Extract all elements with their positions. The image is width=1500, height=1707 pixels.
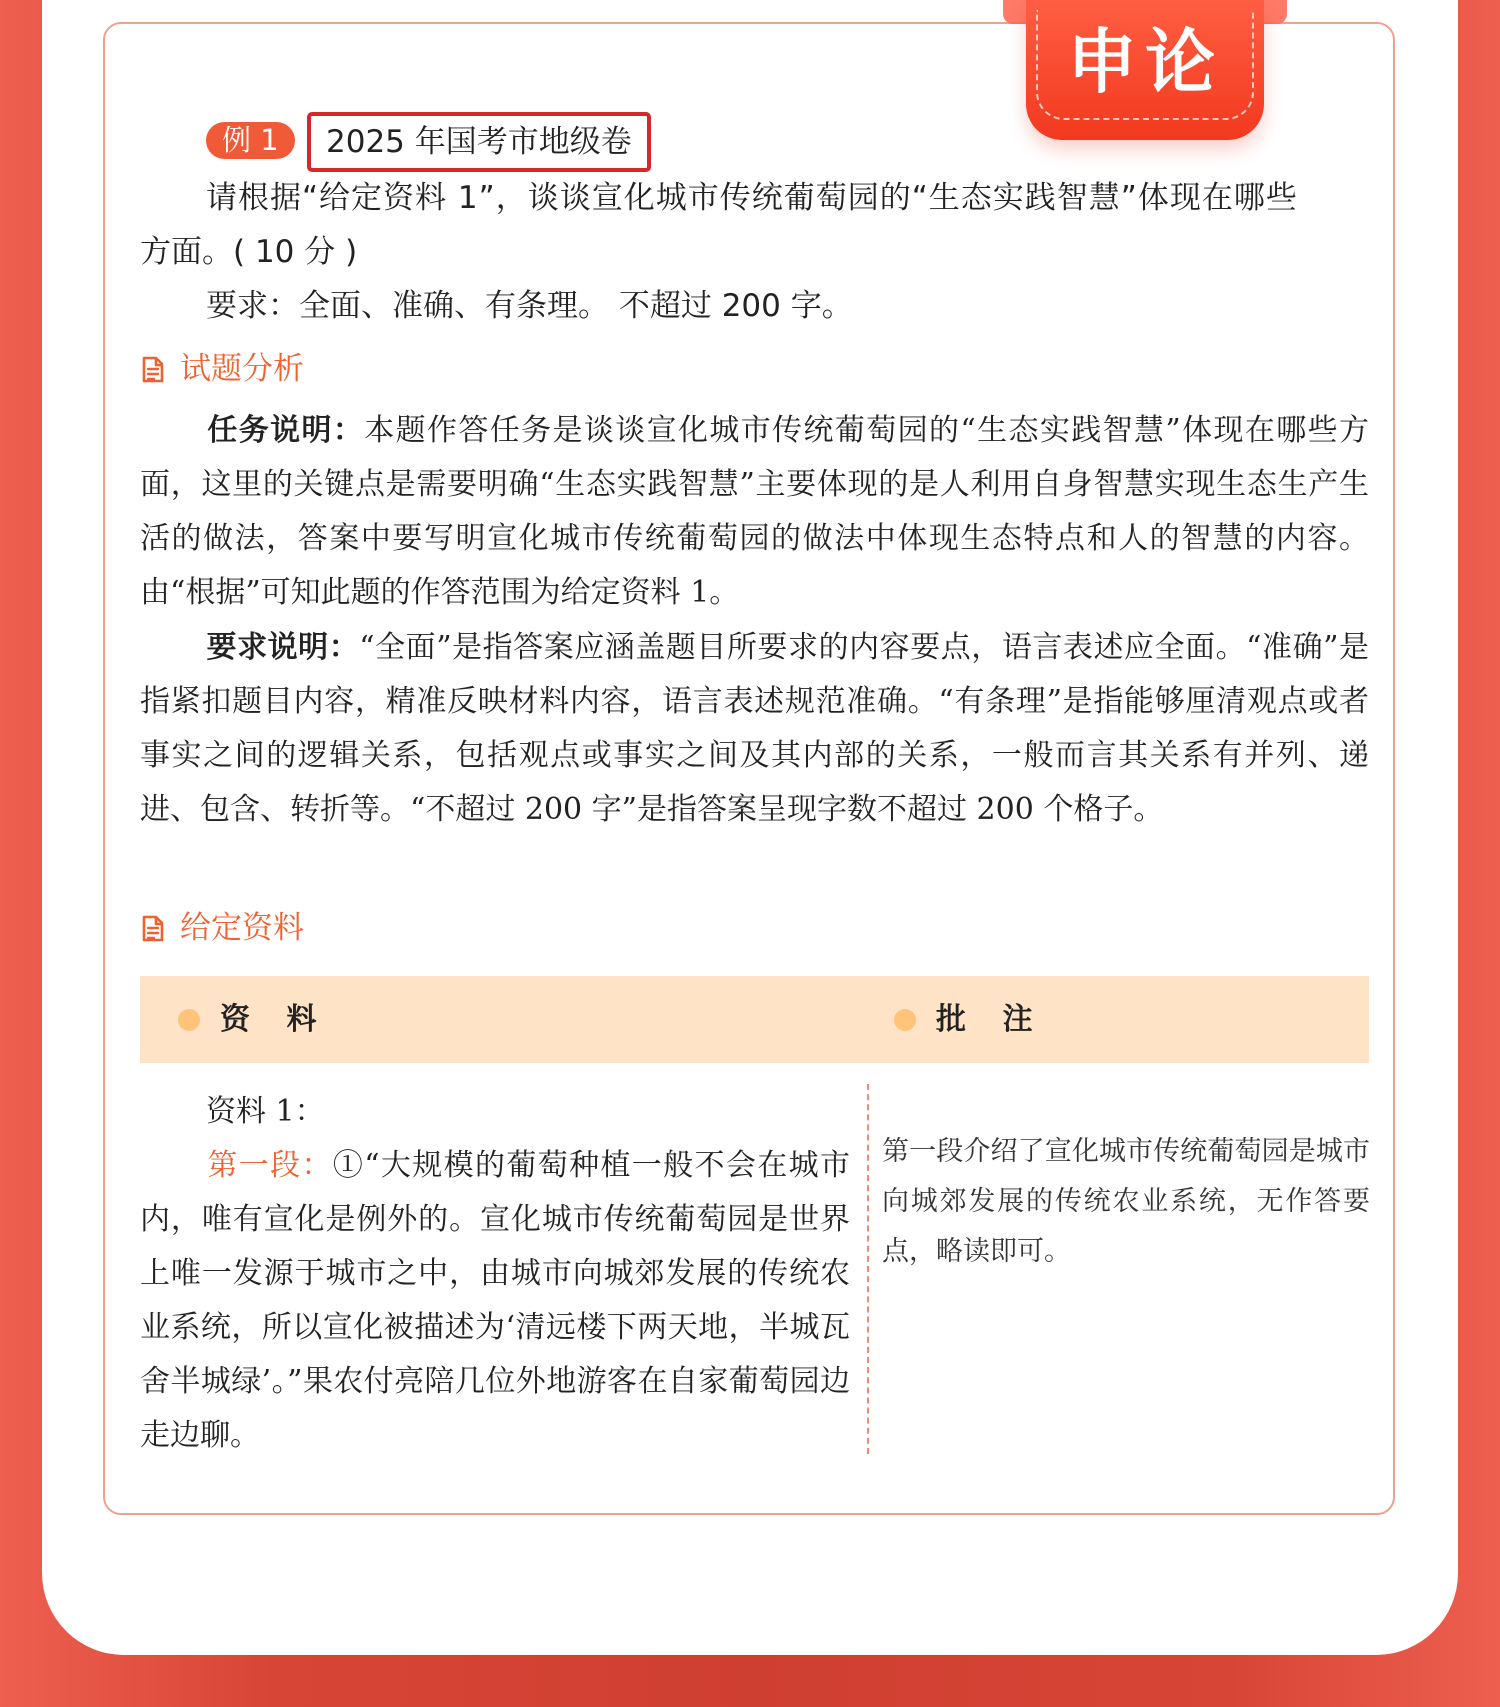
requirement-explanation-text: “全面”是指答案应涵盖题目所要求的内容要点，语言表述应全面。“准确”是指紧扣题目内容，精准反映材料内容，语言表述规范准确。“有条理”是指能够厘清观点或者事实之间的逻辑关系，包括观点或事实之间及其内部的关系，一般而言其关系有并列、递进、包含、转折等。“不超过 200 字”是指答案呈现字数不超过 200 个格子。 [140,630,1369,827]
question-line-1: 请根据“给定资料 1”，谈谈宣化城市传统葡萄园的“生态实践智慧”体现在哪些 [206,180,1298,216]
exam-source-highlight: 2025 年国考市地级卷 [307,112,651,172]
paragraph-label: 第一段： [206,1148,333,1183]
material-column-header [178,976,329,1063]
document-icon [140,914,166,943]
material-content [140,1085,850,1463]
bullet-dot-icon [894,1009,916,1031]
material-column-title: 资 料 [220,1002,330,1037]
annotation-note: 第一段介绍了宣化城市传统葡萄园是城市向城郊发展的传统农业系统，无作答要点，略读即可。 [882,1136,1370,1267]
question-requirement: 要求：全面、准确、有条理。 不超过 200 字。 [206,288,853,324]
notes-column-title: 批 注 [936,1002,1046,1037]
question-line-2: 方面。( 10 分 ) [140,234,358,270]
materials-section-heading [140,906,304,950]
requirement-explanation-label: 要求说明： [206,630,360,665]
material-paragraph [140,1139,850,1463]
task-explanation-paragraph [140,404,1369,624]
analysis-section-heading [140,347,304,391]
materials-section-title: 给定资料 [180,910,304,946]
task-explanation-label: 任务说明： [206,413,365,448]
document-icon [140,355,166,384]
notes-column-header [894,976,1045,1063]
material-notes-divider [867,1084,869,1454]
material-title: 资料 1： [206,1094,325,1129]
material-notes-header [140,976,1369,1063]
paragraph-text: ①“大规模的葡萄种植一般不会在城市内，唯有宣化是例外的。宣化城市传统葡萄园是世界上唯一发源于城市之中，由城市向城郊发展的传统农业系统，所以宣化被描述为‘清远楼下两天地，半城瓦舍半城绿’。”果农付亮陪几位外地游客在自家葡萄园边走边聊。 [140,1148,850,1453]
bullet-dot-icon [178,1009,200,1031]
task-explanation-text: 本题作答任务是谈谈宣化城市传统葡萄园的“生态实践智慧”体现在哪些方面，这里的关键点是需要明确“生态实践智慧”主要体现的是人利用自身智慧实现生态生产生活的做法，答案中要写明宣化城市传统葡萄园的做法中体现生态特点和人的智慧的内容。由“根据”可知此题的作答范围为给定资料 1。 [140,413,1369,610]
example-label: 例 1 [206,122,295,159]
requirement-explanation-paragraph [140,621,1369,896]
subject-badge [1026,0,1264,140]
subject-title: 申论 [1067,21,1223,103]
analysis-section-title: 试题分析 [180,351,304,387]
